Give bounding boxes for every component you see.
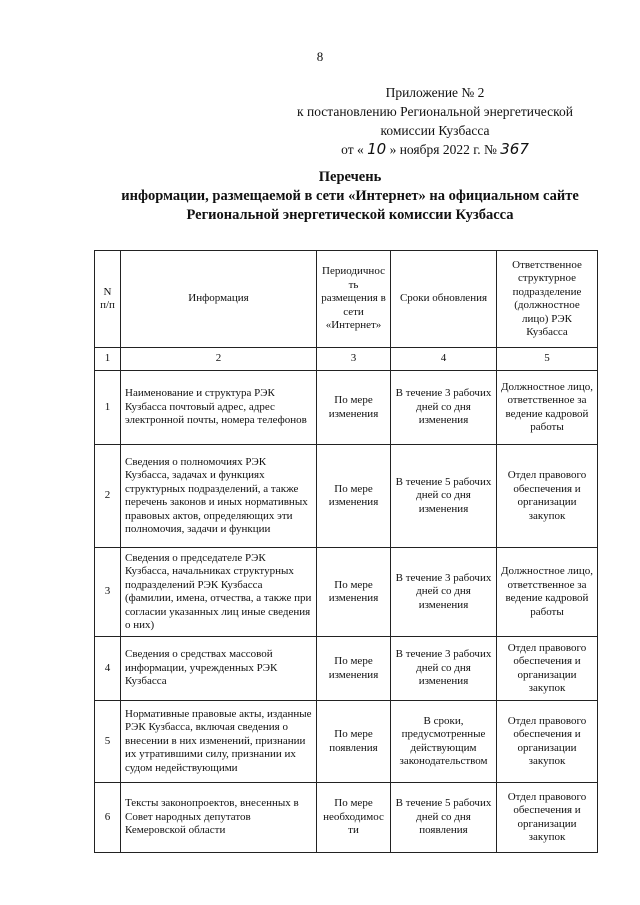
row-num: 3: [95, 548, 121, 637]
date-prefix: от «: [341, 142, 364, 157]
row-num: 5: [95, 701, 121, 783]
table-row: [95, 445, 598, 548]
table-header-row: [95, 251, 598, 348]
index-cell: 2: [121, 348, 317, 371]
row-period: По мере изменения: [317, 371, 391, 445]
table-row: [95, 701, 598, 783]
row-responsible: Отдел правового обеспечения и организации закупок: [497, 445, 598, 548]
row-period: По мере изменения: [317, 637, 391, 701]
title-line-1: Перечень: [318, 169, 382, 185]
table-row: [95, 371, 598, 445]
header-period: Периодичнос ть размещения в сети «Интернет»: [317, 251, 391, 348]
page-number: 8: [316, 49, 324, 64]
appendix-date-line: [270, 140, 600, 159]
row-period: По мере необходимос ти: [317, 783, 391, 853]
row-terms: В сроки, предусмотренные действующим законодательством: [391, 701, 497, 783]
row-info: Нормативные правовые акты, изданные РЭК Кузбасса, включая сведения о внесении в них изменений, признании их утратившими силу, признании их судом недействующими: [121, 701, 317, 783]
row-terms: В течение 5 рабочих дней со дня изменения: [391, 445, 497, 548]
row-info: Сведения о средствах массовой информации, учрежденных РЭК Кузбасса: [121, 637, 317, 701]
header-info: Информация: [121, 251, 317, 348]
appendix-line-1: Приложение № 2: [385, 85, 485, 100]
table-row: [95, 548, 598, 637]
row-info: Наименование и структура РЭК Кузбасса почтовый адрес, адрес электронной почты, номера телефонов: [121, 371, 317, 445]
row-responsible: Отдел правового обеспечения и организации закупок: [497, 701, 598, 783]
date-mid: » ноября 2022 г. №: [389, 142, 497, 157]
row-info: Сведения о полномочиях РЭК Кузбасса, задачах и функциях структурных подразделений, а также перечень законов и иных нормативных правовых актов, определяющих эти полномочия, задачи и функции: [121, 445, 317, 548]
appendix-header: [270, 83, 600, 159]
handwritten-doc-number: 367: [500, 140, 529, 158]
index-cell: 4: [391, 348, 497, 371]
title-line-3: Региональной энергетической комиссии Кузбасса: [186, 207, 514, 223]
row-responsible: Отдел правового обеспечения и организации закупок: [497, 637, 598, 701]
row-info: Сведения о председателе РЭК Кузбасса, начальниках структурных подразделений РЭК Кузбасса (фамилии, имена, отчества, а также при согласии указанных лиц иные сведения о них): [121, 548, 317, 637]
row-terms: В течение 3 рабочих дней со дня изменения: [391, 371, 497, 445]
table-row: [95, 783, 598, 853]
index-cell: 3: [317, 348, 391, 371]
row-terms: В течение 3 рабочих дней со дня изменения: [391, 548, 497, 637]
table-row: [95, 637, 598, 701]
row-responsible: Должностное лицо, ответственное за ведение кадровой работы: [497, 548, 598, 637]
title-line-2: информации, размещаемой в сети «Интернет» на официальном сайте: [121, 188, 579, 204]
row-terms: В течение 5 рабочих дней со дня появления: [391, 783, 497, 853]
row-period: По мере изменения: [317, 445, 391, 548]
header-terms: Сроки обновления: [391, 251, 497, 348]
row-num: 4: [95, 637, 121, 701]
header-responsible: Ответственное структурное подразделение (должностное лицо) РЭК Кузбасса: [497, 251, 598, 348]
row-info: Тексты законопроектов, внесенных в Совет народных депутатов Кемеровской области: [121, 783, 317, 853]
row-num: 6: [95, 783, 121, 853]
row-responsible: Должностное лицо, ответственное за ведение кадровой работы: [497, 371, 598, 445]
document-title: [100, 168, 600, 225]
row-num: 2: [95, 445, 121, 548]
row-num: 1: [95, 371, 121, 445]
handwritten-day: 10: [367, 140, 387, 158]
appendix-line-3: комиссии Кузбасса: [380, 123, 490, 138]
appendix-line-2: к постановлению Региональной энергетической: [297, 104, 573, 119]
row-terms: В течение 3 рабочих дней со дня изменения: [391, 637, 497, 701]
row-responsible: Отдел правового обеспечения и организации закупок: [497, 783, 598, 853]
index-cell: 1: [95, 348, 121, 371]
table-index-row: [95, 348, 598, 371]
information-table: [94, 250, 598, 853]
index-cell: 5: [497, 348, 598, 371]
row-period: По мере изменения: [317, 548, 391, 637]
row-period: По мере появления: [317, 701, 391, 783]
header-num: N п/п: [95, 251, 121, 348]
